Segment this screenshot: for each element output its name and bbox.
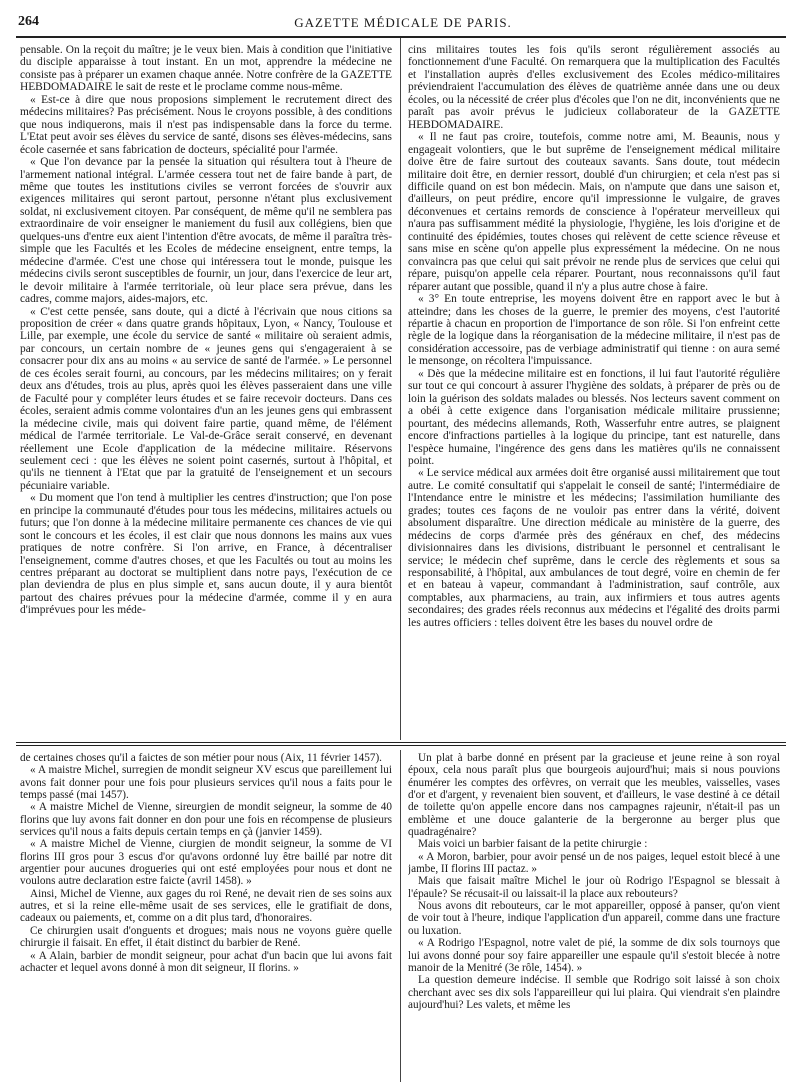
paragraph: « Du moment que l'on tend à multiplier les centres d'instruction; que l'on pose en principe la communauté d'études pour tous les médecins, militaires actuels ou futurs; que l'on donne à la médecine militaire permanente ces chances de vie qui sont le concours et les écoles, il est clair que nous donnons les mains aux vues pratiques de notre confrère. Si l'on arrive, en France, à décentraliser l'enseignement, comme d'autres choses, et que les Facultés ou tout au moins les centres préparant au doctorat se multiplient dans notre pays, l'exécution de ce plan deviendra de plus en plus simple et, sans aucun doute, il y aura bientôt partout des chaires prévues pour la médecine d'armée, comme il y en aura d'imprévues pour les méde-	[20, 492, 392, 617]
page-number: 264	[18, 14, 39, 29]
paragraph: « A maistre Michel, surregien de mondit seigneur XV escus que pareillement lui avons fait donner pour une fois pour plusieurs services qu'il nous a faits pour le temps passé (mai 1457).	[20, 764, 392, 802]
article-column-left	[20, 44, 392, 740]
paragraph: pensable. On la reçoit du maître; je le veux bien. Mais à condition que l'initiative du disciple apparaisse à tout instant. En un mot, apprendre la médecine ne consiste pas à préparer un examen chaque année. Notre confrère de la GAZETTE HEBDOMADAIRE le sait de reste et le proclame comme nous-même.	[20, 44, 392, 94]
paragraph: « 3° En toute entreprise, les moyens doivent être en rapport avec le but à atteindre; dans les choses de la guerre, le premier des moyens, c'est l'autorité répartie à chacun en proportion de l'importance de son rôle. Si l'on enfreint cette règle de la logique dans la réorganisation de la médecine militaire, il n'est pas de considération accessoire, pas de verbiage administratif qui tienne : on aura semé le mensonge, on récoltera l'impuissance.	[408, 293, 780, 368]
paragraph: « A Rodrigo l'Espagnol, notre valet de pié, la somme de dix sols tournoys que lui avons donné pour soy faire appareiller une espaule qu'il s'estoit blecée à notre manoir de la Menitré (3e rôle, 1454). »	[408, 937, 780, 974]
feuilleton-column-left	[20, 752, 392, 1082]
paragraph: Nous avons dit rebouteurs, car le mot appareiller, opposé à panser, qu'on vient de voir tout à l'heure, indique l'application d'un appareil, comme dans une fracture ou luxation.	[408, 900, 780, 937]
column-separator-top	[400, 38, 401, 740]
column-separator-bottom	[400, 750, 401, 1082]
paragraph: « A Moron, barbier, pour avoir pensé un de nos paiges, lequel estoit blecé à une jambe, II florins III pactaz. »	[408, 850, 780, 876]
paragraph: « Dès que la médecine militaire est en fonctions, il lui faut l'autorité régulière sur tout ce qui concourt à assurer l'hygiène des soldats, à préparer de près ou de loin la guérison des soldats malades ou blessés. Nos lecteurs savent comment on a obéi à cette exigence dans l'organisation médicale militaire prussienne; pourtant, des médecins allemands, Roth, Wasserfuhr entre autres, se plaignent encore d'infractions partielles à la logique du principe, tant est naturelle, dans l'espèce humaine, l'ingérence des gens dans les matières qu'ils ne connaissent point.	[408, 367, 780, 467]
paragraph: Ainsi, Michel de Vienne, aux gages du roi René, ne devait rien de ses soins aux autres, et si la reine elle-même usait de ses services, elle le gratifiait de dons, cadeaux ou paiements, et, comme on a dit plus tard, d'honoraires.	[20, 887, 392, 925]
header-rule	[16, 36, 786, 38]
section-divider	[16, 742, 786, 743]
journal-title: GAZETTE MÉDICALE DE PARIS.	[294, 15, 512, 30]
paragraph: Mais que faisait maître Michel le jour où Rodrigo l'Espagnol se blessait à l'épaule? Se récusait-il ou laissait-il la place aux rebouteurs?	[408, 875, 780, 900]
paragraph: « Que l'on devance par la pensée la situation qui résultera tout à l'heure de l'armement national intégral. L'armée cessera tout net de faire bande à part, de même que toutes les institutions civiles se verront forcées de s'ouvrir aux exigences militaires qui seront partout, personne n'étant plus exclusivement soldat, ni exclusivement citoyen. Par conséquent, de même qu'il ne semblera pas extraordinaire de voir enseigner le maniement du fusil aux collégiens, bien que quelques-uns d'entre eux aient l'intention d'être avocats, de même il paraîtra très-simple que les Facultés et les Ecoles de médecine enseignent, entre temps, la médecine d'armée. C'est une chose qui intéressera tout le monde, puisque les médecins civils seront susceptibles de fournir, un jour, dans l'exercice de leur art, le devoir militaire à l'armée territoriale, où leur place sera prévue, dans les cadres, comme majors, aides-majors, etc.	[20, 156, 392, 306]
paragraph: Ce chirurgien usait d'onguents et drogues; mais nous ne voyons guère quelle chirurgie il faisait. En effet, il était distinct du barbier de René.	[20, 924, 392, 950]
paragraph: Mais voici un barbier faisant de la petite chirurgie :	[418, 838, 648, 851]
paragraph: « A maistre Michel de Vienne, sireurgien de mondit seigneur, la somme de 40 florins que luy avons fait donner en don pour une fois en récompense de plusieurs services qu'il nous a faits depuis certain temps en çà (janvier 1459).	[20, 801, 392, 839]
page-header	[18, 14, 788, 36]
section-divider-double	[16, 745, 786, 746]
paragraph: de certaines choses qu'il a faictes de son métier pour nous (Aix, 11 février 1457).	[20, 752, 382, 764]
paragraph: « C'est cette pensée, sans doute, qui a dicté à l'écrivain que nous citions sa proposition de créer « dans quatre grands hôpitaux, Lyon, « Nancy, Toulouse et Lille, par exemple, une école du service de santé « militaire où seraient admis, par concours, un certain nombre de « jeunes gens qui s'engageraient à se consacrer pour dix ans au moins « au service de santé de l'armée. » Le personnel de ces écoles serait fourni, au concours, par les médecins militaires; on y ferait deux ans d'études, trois au plus, après quoi les élèves passeraient dans une ville de Faculté pour y compléter leurs études et se faire recevoir docteurs. Dans ces écoles, seraient admis comme volontaires d'un an les jeunes gens qui embrassent la médecine civile, mais qui doivent faire partie, quand même, de l'élément médical de l'armée territoriale. Le Val-de-Grâce serait conservé, en devenant réellement une Ecole d'application de la médecine militaire. Réservons seulement ceci : que les élèves ne soient point casernés, surtout à l'hôpital, et qu'ils ne tiennent à l'Etat que par la gratuité de l'enseignement et un secours pécuniaire variable.	[20, 305, 392, 492]
article-column-right	[408, 44, 780, 740]
feuilleton-column-right	[408, 752, 780, 1082]
paragraph: « Il ne faut pas croire, toutefois, comme notre ami, M. Beaunis, nous y engageait volontiers, que le but suprême de l'enseignement médical militaire doive être de faire surtout des couteaux savants. Sans doute, tout médecin militaire doit être, en dernier ressort, doublé d'un chirurgien; et cela n'est pas si difficile quand on est bon médecin. Mais, on n'ampute que dans une saison et, d'ailleurs, on peut prédire, encore qu'il impressionne le vulgaire, de graves déconvenues et certains remords de conscience à l'opérateur merveilleux qui n'aura pas suffisamment médité la physiologie, l'hygiène, les lois d'origine et de continuité des épidémies, toutes choses qui relèvent de cette science rêveuse et sans mise en scène qu'on appelle plus expressément la médecine. On ne nous convaincra pas que celui qui sait prévoir ne rende plus de services que celui qui répare, puisqu'on appelle cela réparer. Pourtant, nous reconnaissons qu'il faut réparer autant que possible, quand il n'y a plus autre chose à faire.	[408, 131, 780, 293]
paragraph: « A Alain, barbier de mondit seigneur, pour achat d'un bacin que lui avons fait achacter et lequel avons donné à mon dit seigneur, II florins. »	[20, 949, 392, 974]
paragraph: La question demeure indécise. Il semble que Rodrigo soit laissé à son choix cherchant avec ses dix sols l'appareilleur qui lui plaira. Qui viendrait s'en plaindre aujourd'hui? Les valets, et même les	[408, 974, 780, 1011]
paragraph: Un plat à barbe donné en présent par la gracieuse et jeune reine à son royal époux, cela nous paraît plus que bourgeois aujourd'hui; mais si nous pouvions énumérer les comptes des orfèvres, on verrait que les meubles, vaisselles, vases d'or et d'argent, y revenaient bien souvent, et d'ailleurs, le vase destiné à ce détail de toilette qu'on appelle encore dans nos campagnes rajeunir, n'était-il pas un emblème et une douce galanterie de la bergeronne au berger plus que quadragénaire?	[408, 752, 780, 839]
paragraph: « Est-ce à dire que nous proposions simplement le recrutement direct des médecins militaires? Pas précisément. Nous le croyons possible, à des conditions que nous indiquerons, mais il n'est pas indispensable dans la force du terme. L'Etat peut avoir ses élèves du service de santé, disons ses élèves-médecins, sans école casernée et sans fabrication de docteurs, spécialité pour l'armée.	[20, 93, 392, 156]
paragraph: « Le service médical aux armées doit être organisé aussi militairement que tout autre. Le comité consultatif qui s'appelait le conseil de santé; l'intermédiaire de l'Intendance entre le ministre et les médecins; l'assimilation humiliante des grades; toutes ces façons de ne vouloir pas entrer dans la vérité, doivent absolument disparaître. Une direction médicale au ministère de la guerre, des médecins de corps d'armée près des généraux en chef, des médecins divisionnaires dans les divisions, distribuant le personnel et centralisant le service; le médecin chef suprême, dans le cercle des règlements et sous sa responsabilité, à l'hôpital, aux ambulances de tout degré, voire en chemin de fer et en bateau à vapeur, commandant à l'administration, sauf contrôle, aux comptables, aux pharmaciens, au train, aux infirmiers et tous autres agents secondaires; des grades réels reconnus aux médecins et l'égalité des droits parmi les autres officiers : telles doivent être les bases du nouvel ordre de	[408, 467, 780, 629]
paragraph: cins militaires toutes les fois qu'ils seront régulièrement associés au fonctionnement d'une Faculté. On remarquera que la multiplication des Facultés et l'installation auprès d'elles exclusivement des Ecoles médico-militaires préviendraient l'accumulation des élèves de quatrième année dans une ou deux écoles, ou la nécessité de créer plus d'écoles que l'on ne dit, inconvénients que ne paraît pas avoir prévus le judicieux collaborateur de la GAZETTE HEBDOMADAIRE.	[408, 44, 780, 131]
paragraph: « A maistre Michel de Vienne, ciurgien de mondit seigneur, la somme de VI florins III gros pour 3 escus d'or qu'avons ordonné luy être baillé par notre dit argentier pour aucunes drogueries qui ont esté employées pour nous et dont ne voulons autre declaration estre faicte (avril 1458). »	[20, 838, 392, 888]
